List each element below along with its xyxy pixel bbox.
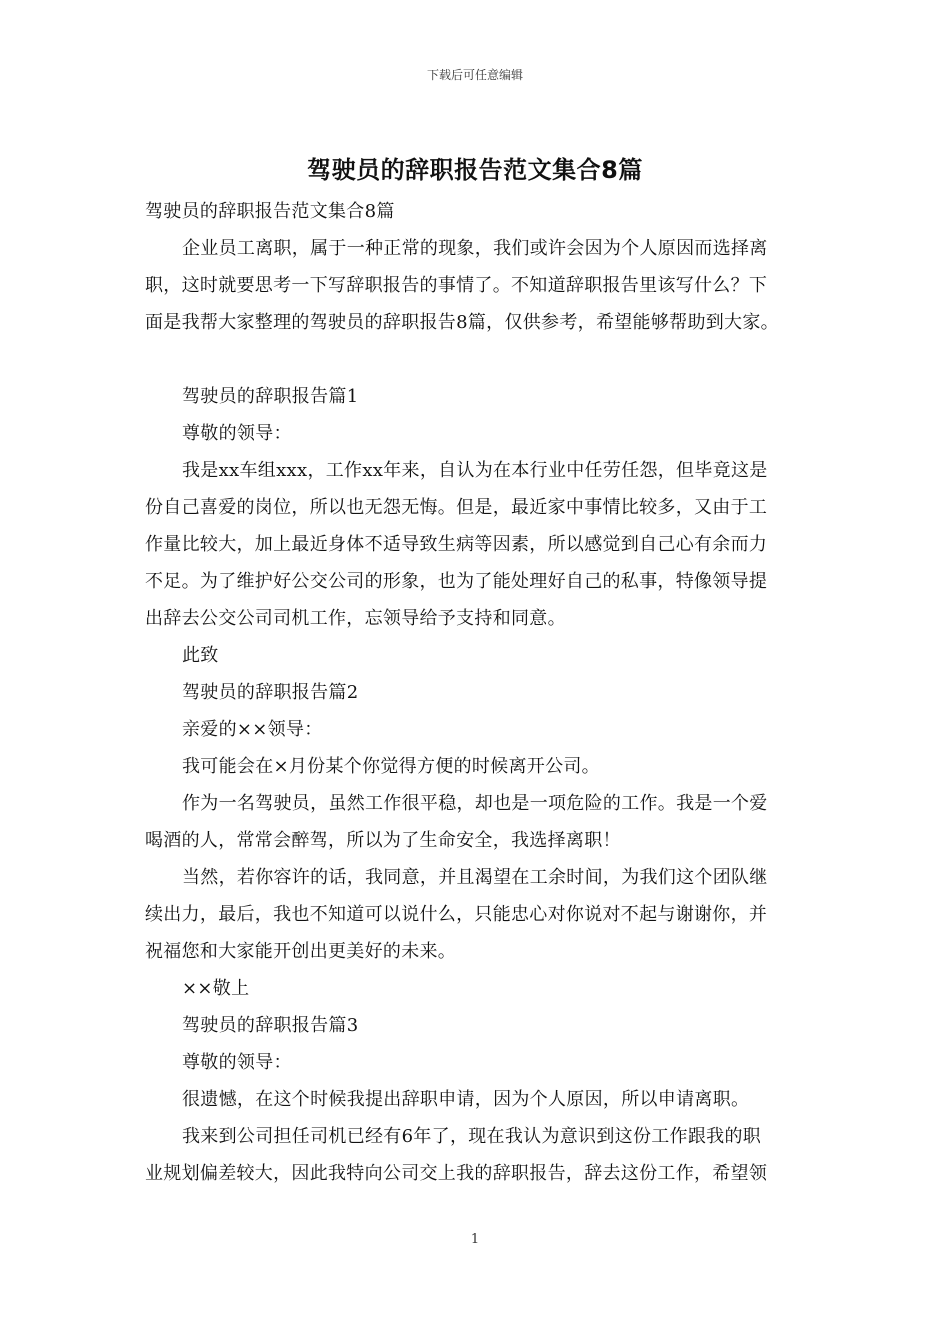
section-heading: 驾驶员的辞职报告篇3 [182,1015,359,1036]
paragraph-line: 我是xx车组xxx，工作xx年来，自认为在本行业中任劳任怨，但毕竟这是 [182,460,768,481]
paragraph-line: 很遗憾，在这个时候我提出辞职申请，因为个人原因，所以申请离职。 [182,1089,750,1110]
subtitle-line: 驾驶员的辞职报告范文集合8篇 [145,201,395,222]
salutation: 尊敬的领导： [182,423,292,444]
paragraph-line: 出辞去公交公司司机工作，忘领导给予支持和同意。 [145,608,566,629]
paragraph-line: 我来到公司担任司机已经有6年了，现在我认为意识到这份工作跟我的职 [182,1126,762,1147]
paragraph-line: 职，这时就要思考一下写辞职报告的事情了。不知道辞职报告里该写什么？下 [145,275,768,296]
paragraph-line: 喝酒的人，常常会醉驾，所以为了生命安全，我选择离职！ [145,830,621,851]
paragraph-line: 续出力，最后，我也不知道可以说什么，只能忠心对你说对不起与谢谢你，并 [145,904,768,925]
paragraph-line: 份自己喜爱的岗位，所以也无怨无悔。但是，最近家中事情比较多，又由于工 [145,497,768,518]
section-heading: 驾驶员的辞职报告篇1 [182,386,359,407]
paragraph-line: 不足。为了维护好公交公司的形象，也为了能处理好自己的私事，特像领导提 [145,571,768,592]
paragraph-line: 企业员工离职，属于一种正常的现象，我们或许会因为个人原因而选择离 [182,238,768,259]
closing: 此致 [182,645,219,666]
signature: ××敬上 [182,978,250,999]
paragraph-line: 祝福您和大家能开创出更美好的未来。 [145,941,457,962]
paragraph-line: 作为一名驾驶员，虽然工作很平稳，却也是一项危险的工作。我是一个爱 [182,793,768,814]
paragraph-line: 面是我帮大家整理的驾驶员的辞职报告8篇，仅供参考，希望能够帮助到大家。 [145,312,779,333]
page-number: 1 [470,1232,480,1247]
paragraph-line: 我可能会在×月份某个你觉得方便的时候离开公司。 [182,756,600,777]
paragraph-line: 作量比较大，加上最近身体不适导致生病等因素，所以感觉到自己心有余而力 [145,534,768,555]
document-title: 驾驶员的辞职报告范文集合8篇 [307,156,643,184]
paragraph-line: 当然，若你容许的话，我同意，并且渴望在工余时间，为我们这个团队继 [182,867,768,888]
salutation: 亲爱的××领导： [182,719,323,740]
paragraph-line: 业规划偏差较大，因此我特向公司交上我的辞职报告，辞去这份工作，希望领 [145,1163,768,1184]
section-heading: 驾驶员的辞职报告篇2 [182,682,359,703]
salutation: 尊敬的领导： [182,1052,292,1073]
header-note: 下载后可任意编辑 [426,68,523,82]
